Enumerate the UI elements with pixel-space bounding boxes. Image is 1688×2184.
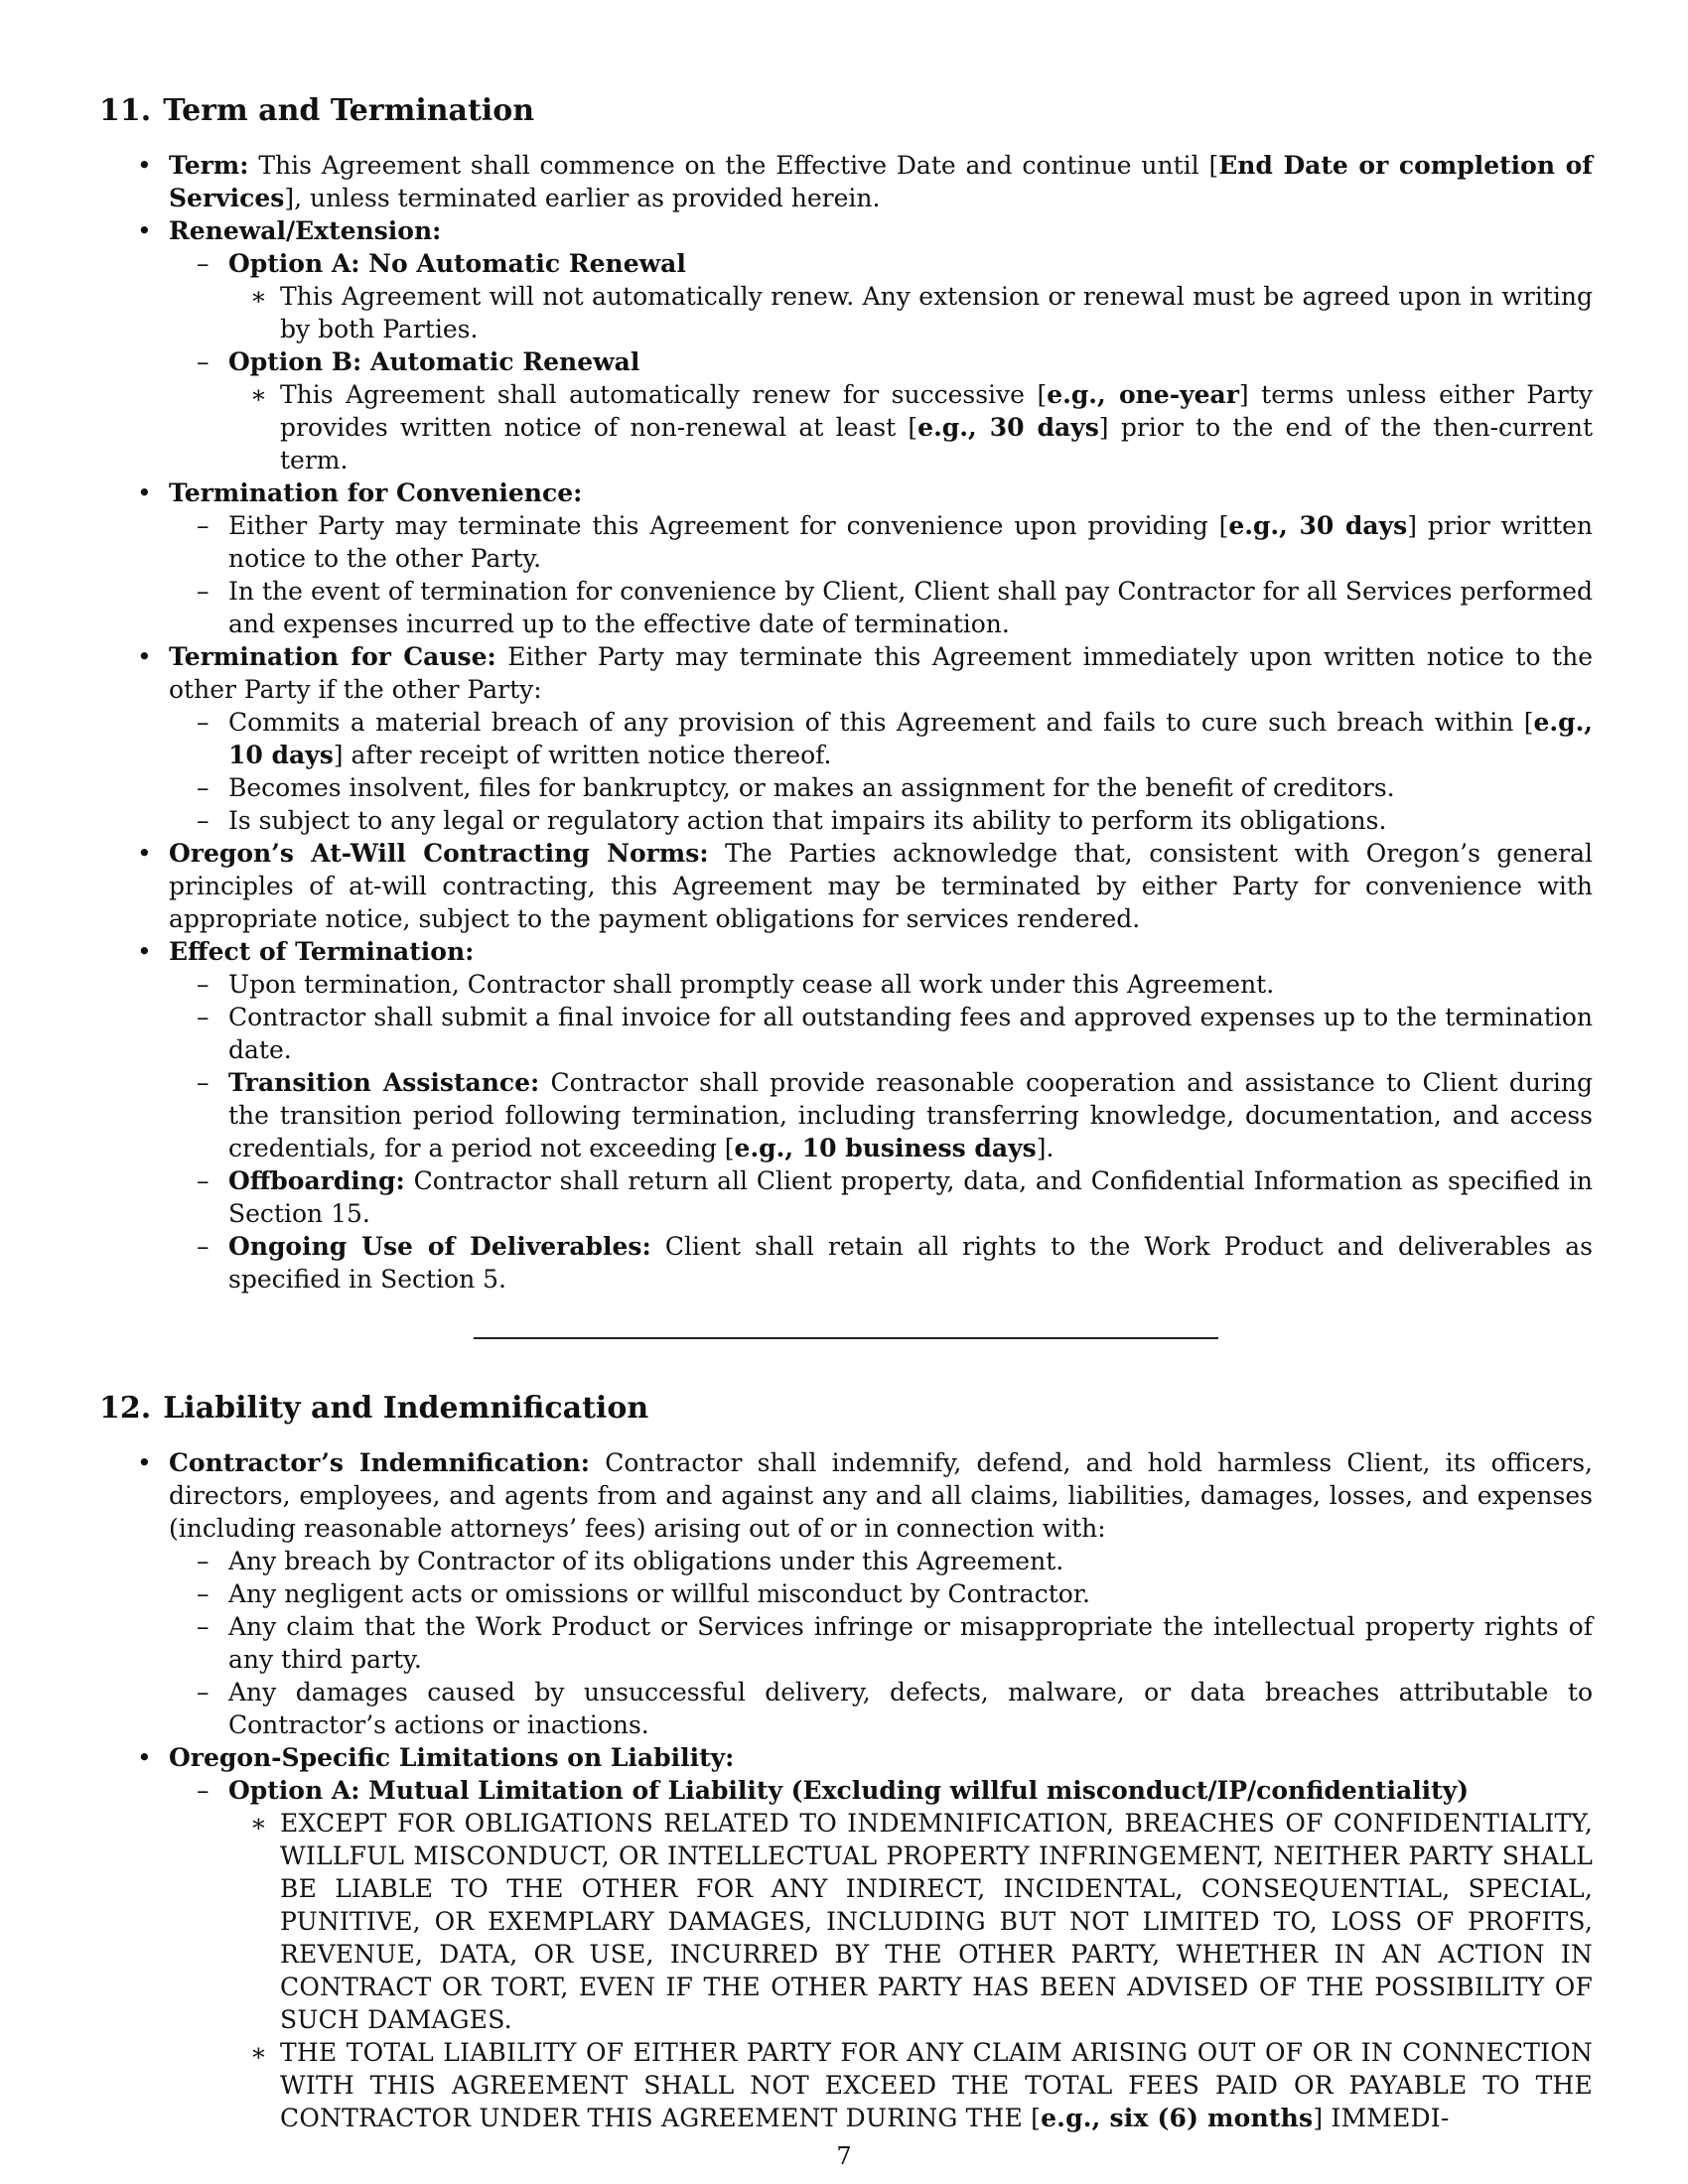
option-b-heading: – Option B: Automatic Renewal — [99, 345, 1593, 378]
indemnification-item: • Contractor’s Indemnification: Contractor shall indemnify, defend, and hold harmless Client, its officers, directors, employees, and agents from and against any and all claims, liabilities, damages, losses, and expenses (including reasonable attorneys’ fees) arising out of or in connection with: — [99, 1446, 1593, 1545]
indemnification-sub-4: – Any damages caused by unsuccessful delivery, defects, malware, or data breaches attributable to Contractor’s actions or inactions. — [99, 1676, 1593, 1741]
effect-sub-1: – Upon termination, Contractor shall promptly cease all work under this Agreement. — [99, 968, 1593, 1001]
section-11-heading: 11. Term and Termination — [99, 93, 535, 128]
convenience-sub-1: – Either Party may terminate this Agreement for convenience upon providing [e.g., 30 days] prior written notice to the other Party. — [99, 509, 1593, 575]
limitation-option-a-heading: – Option A: Mutual Limitation of Liability (Excluding willful misconduct/IP/confidentiality) — [99, 1774, 1593, 1807]
document-page — [99, 91, 1593, 2134]
indemnification-sub-3: – Any claim that the Work Product or Services infringe or misappropriate the intellectual property rights of any third party. — [99, 1610, 1593, 1676]
option-b-text: ∗ This Agreement shall automatically renew for successive [e.g., one-year] terms unless either Party provides written notice of non-renewal at least [e.g., 30 days] prior to the end of the then-current term. — [99, 378, 1593, 477]
cause-item: • Termination for Cause: Either Party may terminate this Agreement immediately upon written notice to the other Party if the other Party: — [99, 640, 1593, 706]
limitation-option-a-text-2: ∗ THE TOTAL LIABILITY OF EITHER PARTY FOR ANY CLAIM ARISING OUT OF OR IN CONNECTION WITH THIS AGREEMENT SHALL NOT EXCEED THE TOTAL FEES PAID OR PAYABLE TO THE CONTRACTOR UNDER THIS AGREEMENT DURING THE [e.g., six (6) months] IMMEDI- — [99, 2036, 1593, 2134]
ongoing-use-item: – Ongoing Use of Deliverables: Client shall retain all rights to the Work Product and deliverables as specified in Section 5. — [99, 1230, 1593, 1296]
term-item: • Term: This Agreement shall commence on the Effective Date and continue until [End Date or completion of Services], unless terminated earlier as provided herein. — [99, 149, 1593, 214]
cause-sub-3: – Is subject to any legal or regulatory action that impairs its ability to perform its obligations. — [99, 804, 1593, 837]
transition-item: – Transition Assistance: Contractor shall provide reasonable cooperation and assistance to Client during the transition period following termination, including transferring knowledge, documentation, and access credentials, for a period not exceeding [e.g., 10 business days]. — [99, 1066, 1593, 1164]
limitations-item: • Oregon-Specific Limitations on Liability: — [99, 1741, 1593, 1774]
cause-sub-2: – Becomes insolvent, files for bankruptcy, or makes an assignment for the benefit of creditors. — [99, 771, 1593, 804]
renewal-item: • Renewal/Extension: — [99, 214, 1593, 247]
convenience-sub-2: – In the event of termination for convenience by Client, Client shall pay Contractor for all Services performed and expenses incurred up to the effective date of termination. — [99, 575, 1593, 640]
offboarding-item: – Offboarding: Contractor shall return all Client property, data, and Confidential Information as specified in Section 15. — [99, 1164, 1593, 1230]
section-divider — [474, 1337, 1218, 1339]
effect-sub-2: – Contractor shall submit a final invoice for all outstanding fees and approved expenses up to the termination date. — [99, 1001, 1593, 1066]
convenience-item: • Termination for Convenience: — [99, 477, 1593, 509]
indemnification-sub-1: – Any breach by Contractor of its obligations under this Agreement. — [99, 1545, 1593, 1577]
option-a-heading: – Option A: No Automatic Renewal — [99, 247, 1593, 280]
page-number: 7 — [836, 2142, 852, 2170]
limitation-option-a-text-1: ∗ EXCEPT FOR OBLIGATIONS RELATED TO INDEMNIFICATION, BREACHES OF CONFIDENTIALITY, WILLFUL MISCONDUCT, OR INTELLECTUAL PROPERTY INFRINGEMENT, NEITHER PARTY SHALL BE LIABLE TO THE OTHER FOR ANY INDIRECT, INCIDENTAL, CONSEQUENTIAL, SPECIAL, PUNITIVE, OR EXEMPLARY DAMAGES, INCLUDING BUT NOT LIMITED TO, LOSS OF PROFITS, REVENUE, DATA, OR USE, INCURRED BY THE OTHER PARTY, WHETHER IN AN ACTION IN CONTRACT OR TORT, EVEN IF THE OTHER PARTY HAS BEEN ADVISED OF THE POSSIBILITY OF SUCH DAMAGES. — [99, 1807, 1593, 2036]
oregon-item: • Oregon’s At-Will Contracting Norms: The Parties acknowledge that, consistent with Oregon’s general principles of at-will contracting, this Agreement may be terminated by either Party for convenience with appropriate notice, subject to the payment obligations for services rendered. — [99, 837, 1593, 935]
section-12-heading: 12. Liability and Indemnification — [99, 1391, 649, 1426]
cause-sub-1: – Commits a material breach of any provision of this Agreement and fails to cure such breach within [e.g., 10 days] after receipt of written notice thereof. — [99, 706, 1593, 771]
effect-item: • Effect of Termination: — [99, 935, 1593, 968]
option-a-text: ∗ This Agreement will not automatically renew. Any extension or renewal must be agreed upon in writing by both Parties. — [99, 280, 1593, 345]
indemnification-sub-2: – Any negligent acts or omissions or willful misconduct by Contractor. — [99, 1577, 1593, 1610]
